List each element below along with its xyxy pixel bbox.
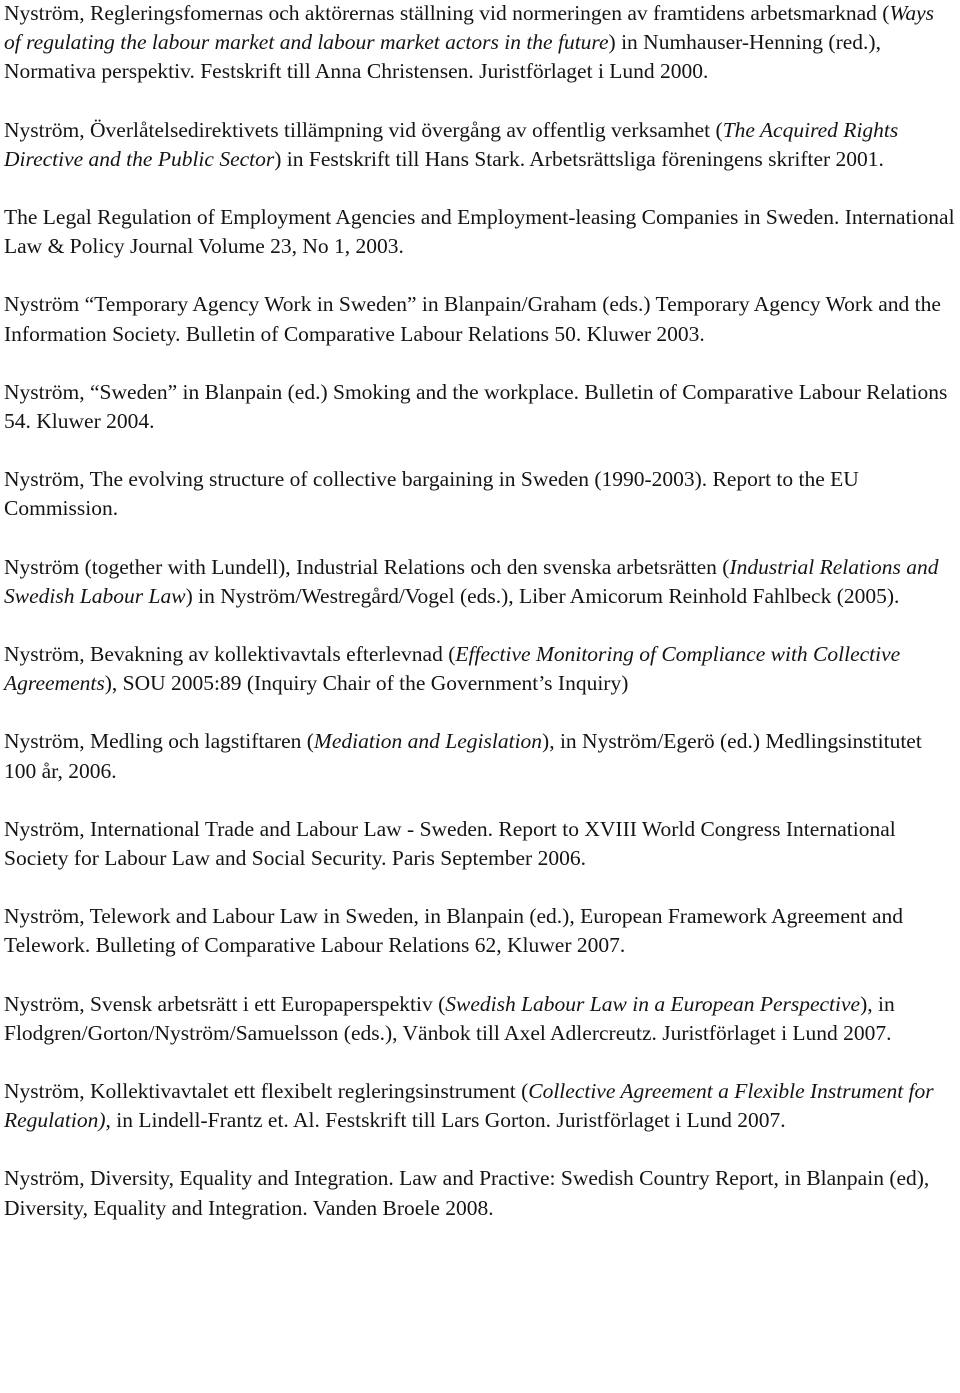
reference-text: Nyström, Bevakning av kollektivavtals efterlevnad (	[4, 642, 456, 667]
reference-text: Nyström “Temporary Agency Work in Sweden” in Blanpain/Graham (eds.) Temporary Agency Work and the Information Society. Bulletin of Comparative Labour Relations 50. Kluwer 2003.	[4, 292, 941, 346]
reference-entry	[4, 902, 956, 960]
reference-entry	[4, 815, 956, 873]
reference-title-italic: The Acquired Rights Directive and the Public Sector	[4, 117, 899, 171]
reference-text: The Legal Regulation of Employment Agencies and Employment-leasing Companies in Sweden. International Law & Policy Journal Volume 23, No 1, 2003.	[4, 205, 955, 259]
reference-entry	[4, 465, 956, 523]
reference-text: ) in Nyström/Westregård/Vogel (eds.), Liber Amicorum Reinhold Fahlbeck (2005).	[185, 583, 900, 608]
reference-entry	[4, 0, 956, 87]
reference-title-italic: Effective Monitoring of Compliance with Collective Agreements	[4, 642, 901, 696]
reference-text: Nyström, Regleringsfomernas och aktörernas ställning vid normeringen av framtidens arbetsmarknad (	[4, 1, 890, 25]
reference-title-italic: Industrial Relations and Swedish Labour Law	[4, 554, 939, 608]
reference-text: ), in Nyström/Egerö (ed.) Medlingsinstitutet 100 år, 2006.	[4, 729, 922, 783]
reference-entry	[4, 1164, 956, 1222]
reference-entry	[4, 378, 956, 436]
reference-text: ), in Flodgren/Gorton/Nyström/Samuelsson (eds.), Vänbok till Axel Adlercreutz. Juristförlaget i Lund 2007.	[4, 991, 895, 1045]
reference-text: Nyström, Medling och lagstiftaren (	[4, 729, 314, 754]
reference-entry	[4, 116, 956, 174]
reference-text: Nyström, “Sweden” in Blanpain (ed.) Smoking and the workplace. Bulletin of Comparative Labour Relations 54. Kluwer 2004.	[4, 379, 948, 434]
reference-entry	[4, 553, 956, 611]
reference-text: Nyström, Överlåtelsedirektivets tillämpning vid övergång av offentlig verksamhet (	[4, 117, 723, 142]
reference-entry	[4, 203, 956, 261]
reference-text: ) in Festskrift till Hans Stark. Arbetsrättsliga föreningens skrifter 2001.	[274, 146, 884, 171]
reference-text: ) in Numhauser-Henning (red.), Normativa perspektiv. Festskrift till Anna Christensen. Juristförlaget i Lund 2000.	[4, 30, 881, 84]
reference-title-italic: Ways of regulating the labour market and labour market actors in the future	[4, 1, 935, 55]
reference-entry	[4, 640, 956, 698]
reference-text: , in Lindell-Frantz et. Al. Festskrift till Lars Gorton. Juristförlaget i Lund 2007.	[105, 1108, 786, 1133]
reference-text: Nyström (together with Lundell), Industrial Relations och den svenska arbetsrätten (	[4, 554, 730, 579]
reference-entry	[4, 727, 956, 785]
reference-text: Nyström, Kollektivavtalet ett flexibelt regleringsinstrument (	[4, 1079, 529, 1104]
reference-text: Nyström, The evolving structure of collective bargaining in Sweden (1990-2003). Report to the EU Commission.	[4, 467, 859, 521]
reference-text: Nyström, Diversity, Equality and Integration. Law and Practive: Swedish Country Report, in Blanpain (ed), Diversity, Equality and Integration. Vanden Broele 2008.	[4, 1166, 930, 1220]
reference-title-italic: Swedish Labour Law in a European Perspective	[445, 991, 861, 1016]
reference-entry	[4, 290, 956, 348]
reference-text: ), SOU 2005:89 (Inquiry Chair of the Government’s Inquiry)	[104, 671, 629, 696]
reference-text: Nyström, Svensk arbetsrätt i ett Europaperspektiv (	[4, 991, 446, 1016]
reference-text: Nyström, International Trade and Labour Law - Sweden. Report to XVIII World Congress International Society for Labour Law and Social Security. Paris September 2006.	[4, 816, 896, 871]
reference-list	[4, 0, 956, 1252]
reference-title-italic: Collective Agreement a Flexible Instrument for Regulation)	[4, 1079, 934, 1133]
reference-text: Nyström, Telework and Labour Law in Sweden, in Blanpain (ed.), European Framework Agreement and Telework. Bulleting of Comparative Labour Relations 62, Kluwer 2007.	[4, 904, 904, 958]
reference-entry	[4, 1077, 956, 1135]
reference-entry	[4, 990, 956, 1048]
reference-title-italic: Mediation and Legislation	[313, 729, 543, 754]
